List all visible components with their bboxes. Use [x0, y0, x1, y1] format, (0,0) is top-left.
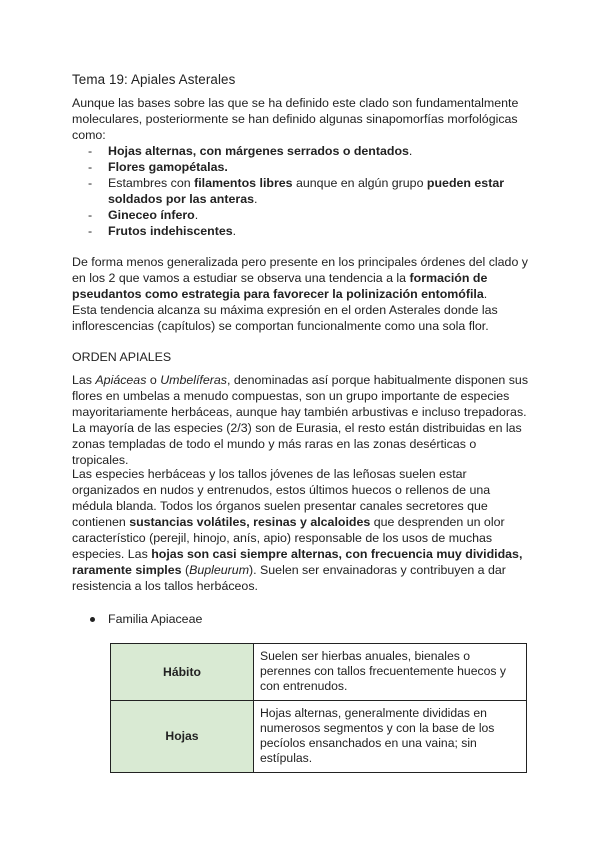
dash-icon: -	[88, 144, 93, 158]
table-row-value: Hojas alternas, generalmente divididas en numerosos segmentos y con la base de los pecíolos ensanchados en una vaina; sin estípulas.	[254, 701, 527, 773]
dash-icon: -	[88, 160, 93, 174]
apiaceae-paragraph: Las Apiáceas o Umbelíferas, denominadas así porque habitualmente disponen sus flores en umbelas a menudo compuestas, son un grupo importante de especies mayoritariamente herbáceas, aunque hay también arbustivas e incluso trepadoras. La mayoría de las especies (2/3) son de Eurasia, el resto están distribuidas en las zonas templadas de todo el mundo y más raras en las zonas desérticas o tropicales.	[72, 373, 529, 467]
family-table	[110, 643, 527, 773]
list-item: - Flores gamopétalas.	[88, 160, 228, 174]
dash-icon: -	[88, 224, 93, 238]
table-row-value: Suelen ser hierbas anuales, bienales o perennes con tallos frecuentemente huecos y con entrenudos.	[254, 644, 527, 701]
intro-section	[72, 95, 534, 239]
list-item: - Gineceo ínfero.	[88, 208, 199, 222]
morphology-paragraph: Las especies herbáceas y los tallos jóvenes de las leñosas suelen estar organizados en nudos y entrenudos, estos últimos huecos o rellenos de una médula blanda. Todos los órganos suelen presentar canales secretores que contienen sustancias volátiles, resinas y alcaloides que desprenden un olor característico (perejil, hinojo, anís, apio) responsable de los usos de muchas especies. Las hojas son casi siempre alternas, con frecuencia muy divididas, raramente simples (Bupleurum). Suelen ser envainadoras y contribuyen a dar resistencia a los tallos herbáceos.	[72, 467, 523, 593]
synapomorphy-list	[72, 143, 534, 239]
list-item: - Hojas alternas, con márgenes serrados o dentados.	[88, 144, 413, 158]
table-row-label: Hábito	[111, 644, 254, 701]
table-row	[111, 644, 527, 701]
dash-icon: -	[88, 176, 93, 190]
bullet-icon	[90, 617, 95, 622]
dash-icon: -	[88, 208, 93, 222]
table-row-label: Hojas	[111, 701, 254, 773]
list-item: - Frutos indehiscentes.	[88, 224, 237, 238]
page-title: Tema 19: Apiales Asterales	[72, 72, 236, 87]
intro-paragraph: Aunque las bases sobre las que se ha definido este clado son fundamentalmente moleculares, posteriormente se han definido algunas sinapomorfías morfológicas como:	[72, 96, 519, 142]
section-heading: ORDEN APIALES	[72, 350, 172, 364]
pseudanthium-paragraph: De forma menos generalizada pero presente en los principales órdenes del clado y en los 2 que vamos a estudiar se observa una tendencia a la formación de pseudantos como estrategia para favorecer la polinización entomófila. Esta tendencia alcanza su máxima expresión en el orden Asterales donde las inflorescencias (capítulos) se comportan funcionalmente como una sola flor.	[72, 255, 528, 333]
table-row	[111, 701, 527, 773]
family-label: Familia Apiaceae	[108, 612, 203, 626]
list-item: - Estambres con filamentos libres aunque en algún grupo pueden estar soldados por las anteras.	[88, 176, 505, 206]
